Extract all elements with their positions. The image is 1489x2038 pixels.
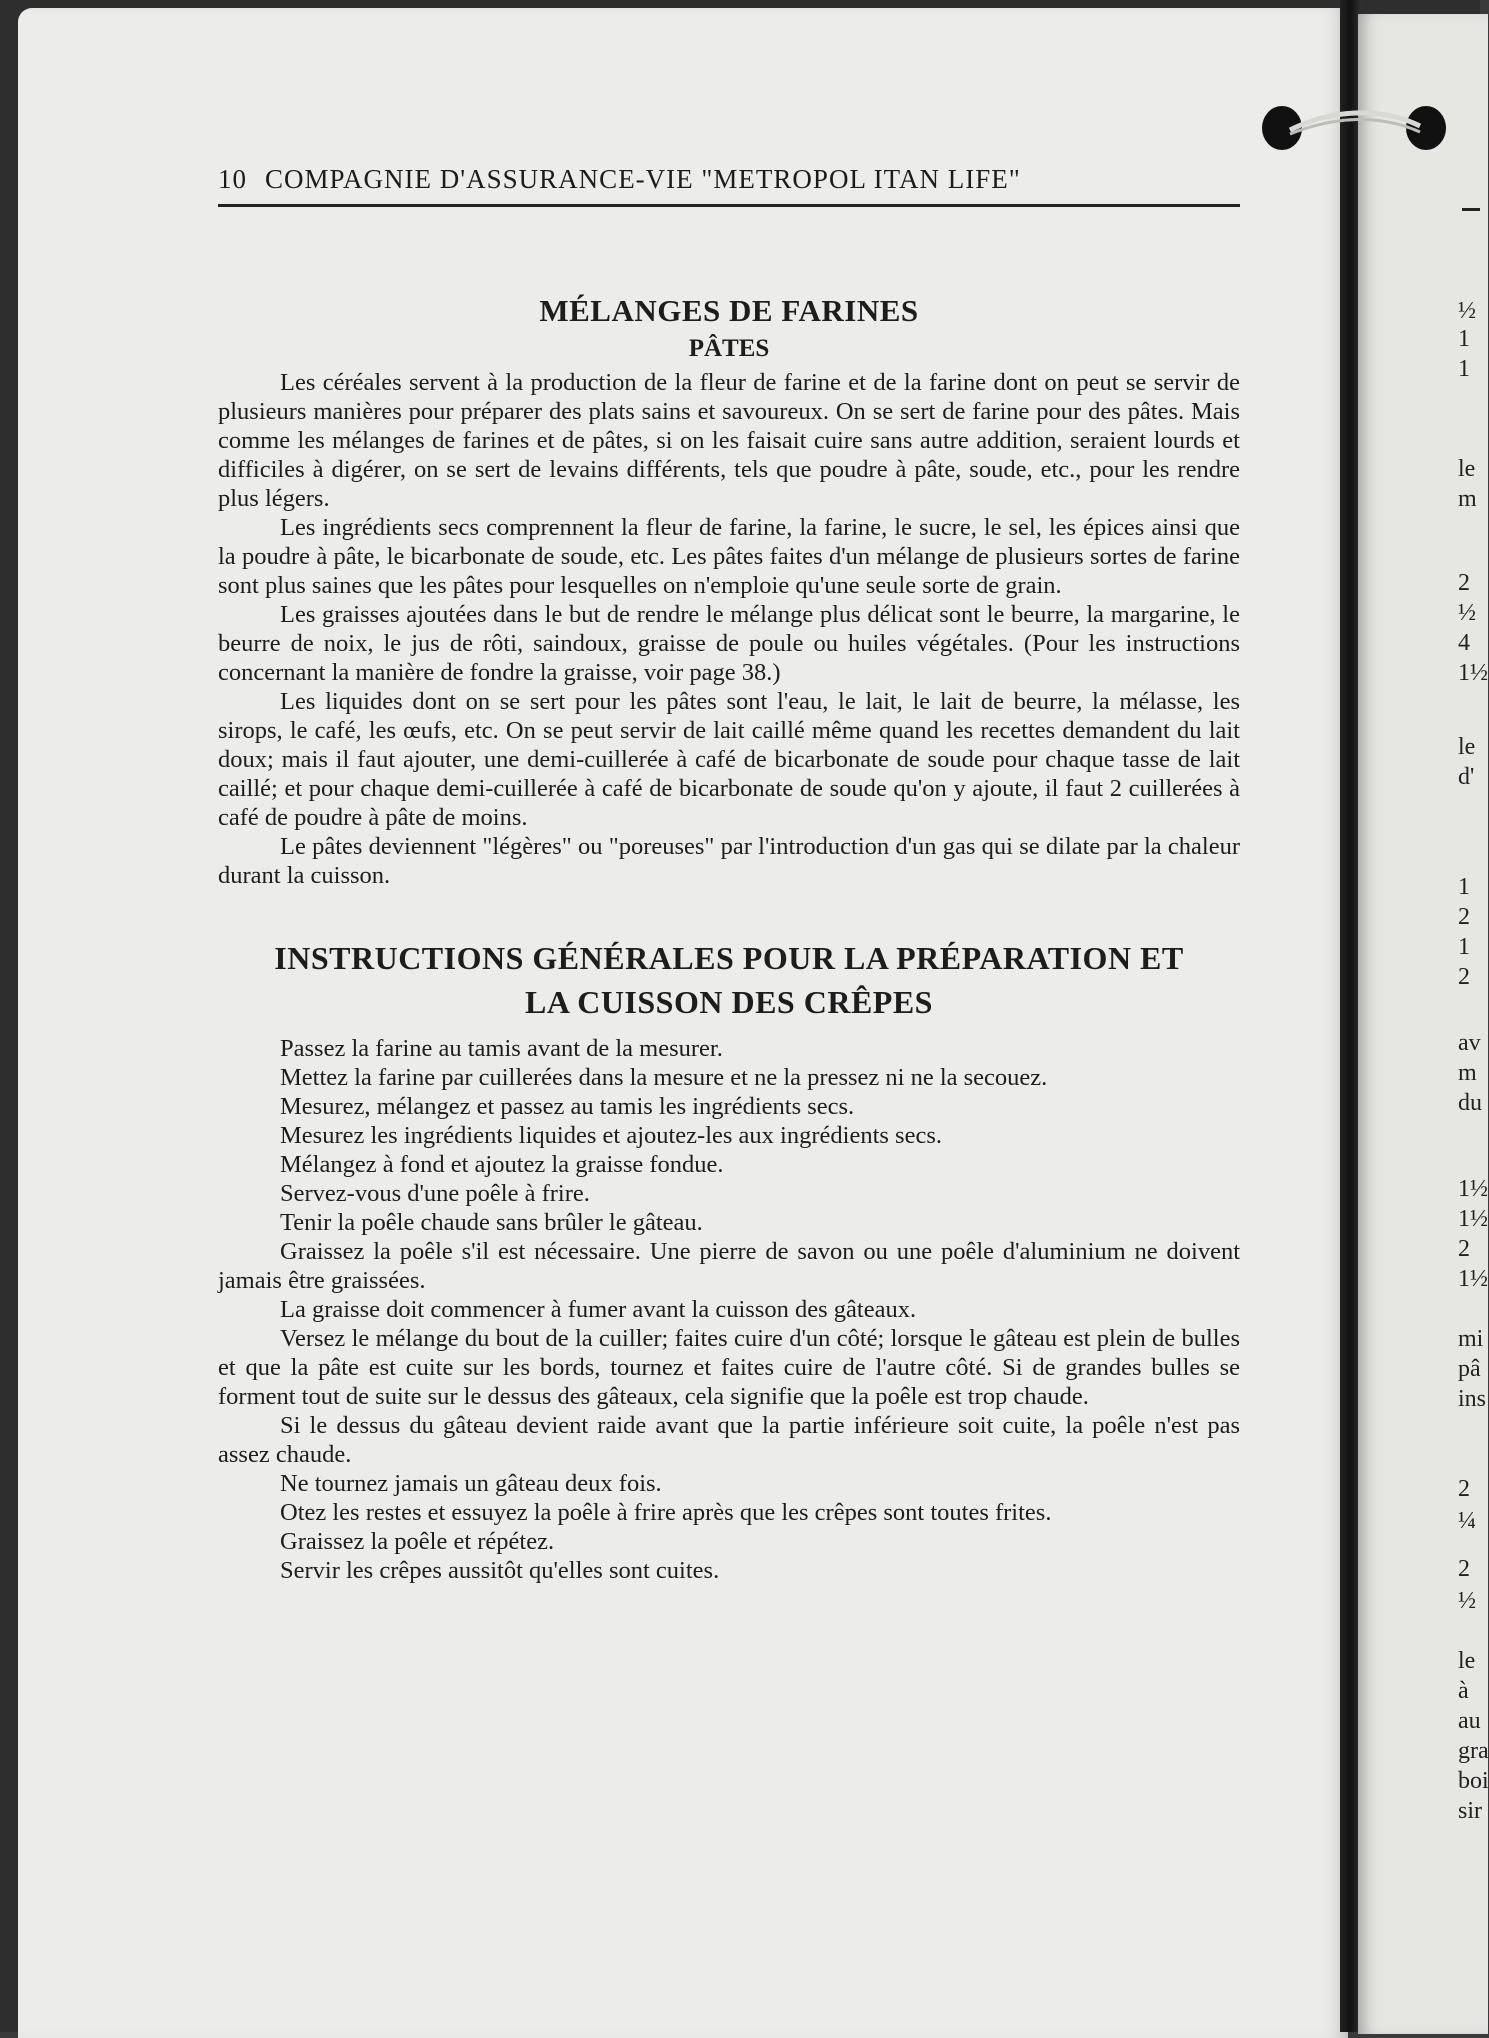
fragment: ¼ — [1458, 1508, 1476, 1534]
instruction-line: Graissez la poêle s'il est nécessaire. Une pierre de savon ou une poêle d'aluminium ne doivent jamais être graissées. — [218, 1238, 1240, 1294]
instruction-line: Mesurez, mélangez et passez au tamis les ingrédients secs. — [280, 1093, 855, 1120]
section-title-instructions — [218, 936, 1240, 1024]
fragment: 1 — [1458, 326, 1470, 352]
fragment: ins — [1458, 1386, 1487, 1412]
instruction-line: Graissez la poêle et répétez. — [280, 1528, 555, 1555]
running-header — [218, 164, 1240, 207]
fragment: au — [1458, 1708, 1481, 1734]
section-title-melanges: MÉLANGES DE FARINES — [539, 293, 919, 328]
paragraph: Les ingrédients secs comprennent la fleur de farine, la farine, le sucre, le sel, les épices ainsi que la poudre à pâte, le bicarbonate de soude, etc. Les pâtes faites d'un mélange de plusieurs sortes de farine sont plus saines que les pâtes pour lesquelles on n'emploie qu'une seule sorte de grain. — [218, 514, 1240, 599]
running-title: COMPAGNIE D'ASSURANCE-VIE "METROPOL ITAN LIFE" — [265, 164, 1021, 194]
page-body — [218, 292, 1240, 1585]
fragment: pâ — [1458, 1356, 1481, 1382]
instruction-line: Otez les restes et essuyez la poêle à frire après que les crêpes sont toutes frites. — [280, 1499, 1052, 1526]
instruction-line: Versez le mélange du bout de la cuiller; faites cuire d'un côté; lorsque le gâteau est plein de bulles et que la pâte est cuite sur les bords, tournez et faites cuire de l'autre côté. Si de grandes bulles se forment tout de suite sur le dessus des gâteaux, cela signifie que la poêle est trop chaude. — [218, 1325, 1240, 1410]
instruction-line: Passez la farine au tamis avant de la mesurer. — [280, 1035, 723, 1062]
fragment: 2 — [1458, 1556, 1470, 1582]
section-subtitle-pates: PÂTES — [688, 335, 770, 362]
fragment: le — [1458, 1648, 1476, 1674]
instruction-line: La graisse doit commencer à fumer avant la cuisson des gâteaux. — [280, 1296, 917, 1323]
instruction-line: Tenir la poêle chaude sans brûler le gâteau. — [280, 1209, 703, 1236]
fragment: m — [1458, 1060, 1477, 1086]
fragment: le — [1458, 456, 1476, 482]
fragment: 1½ — [1458, 1266, 1488, 1292]
paragraph: Les céréales servent à la production de la fleur de farine et de la farine dont on peut se servir de plusieurs manières pour préparer des plats sains et savoureux. On se sert de farine pour des pâtes. Mais comme les mélanges de farines et de pâtes, si on les faisait cuire sans autre addition, seraient lourds et difficiles à digérer, on se sert de levains différents, tels que poudre à pâte, soude, etc., pour les rendre plus légers. — [218, 369, 1240, 512]
fragment: sir — [1458, 1798, 1482, 1824]
fragment: d' — [1458, 764, 1475, 790]
fragment: 1 — [1458, 934, 1470, 960]
fragment: 1½ — [1458, 660, 1488, 686]
right-page-text-fragments — [1458, 0, 1488, 2032]
fragment: 1 — [1458, 874, 1470, 900]
instruction-line: Mélangez à fond et ajoutez la graisse fondue. — [280, 1151, 724, 1178]
fragment: à — [1458, 1678, 1469, 1704]
fragment: 2 — [1458, 1476, 1470, 1502]
fragment: 2 — [1458, 964, 1470, 990]
fragment: ½ — [1458, 298, 1476, 324]
instruction-line: Mettez la farine par cuillerées dans la mesure et ne la pressez ni ne la secouez. — [280, 1064, 1048, 1091]
binding-ring-icon — [1250, 100, 1450, 156]
fragment: boi — [1458, 1768, 1489, 1794]
fragment: 1½ — [1458, 1206, 1488, 1232]
fragment: le — [1458, 734, 1476, 760]
fragment: 1½ — [1458, 1176, 1488, 1202]
instruction-line: Ne tournez jamais un gâteau deux fois. — [280, 1470, 662, 1497]
fragment: av — [1458, 1030, 1481, 1056]
paragraph: Les graisses ajoutées dans le but de rendre le mélange plus délicat sont le beurre, la margarine, le beurre de noix, le jus de rôti, saindoux, graisse de poule ou huiles végétales. (Pour les instructions concernant la manière de fondre la graisse, voir page 38.) — [218, 601, 1240, 686]
fragment: 2 — [1458, 904, 1470, 930]
section-title-line-1: INSTRUCTIONS GÉNÉRALES POUR LA PRÉPARATION ET — [274, 940, 1184, 976]
instruction-line: Si le dessus du gâteau devient raide avant que la partie inférieure soit cuite, la poêle n'est pas assez chaude. — [218, 1412, 1240, 1468]
fragment: mi — [1458, 1326, 1484, 1352]
instruction-line: Servir les crêpes aussitôt qu'elles sont cuites. — [280, 1557, 720, 1584]
fragment: ½ — [1458, 600, 1476, 626]
fragment: ½ — [1458, 1588, 1476, 1614]
fragment: m — [1458, 486, 1477, 512]
fragment: 4 — [1458, 630, 1470, 656]
page-number: 10 — [218, 164, 247, 194]
fragment: gra — [1458, 1738, 1489, 1764]
fragment: 2 — [1458, 570, 1470, 596]
fragment: du — [1458, 1090, 1482, 1116]
fragment: 1 — [1458, 356, 1470, 382]
paragraph: Le pâtes deviennent "légères" ou "poreuses" par l'introduction d'un gas qui se dilate par la chaleur durant la cuisson. — [218, 833, 1240, 889]
fragment: 2 — [1458, 1236, 1470, 1262]
instruction-line: Mesurez les ingrédients liquides et ajoutez-les aux ingrédients secs. — [280, 1122, 942, 1149]
paragraph: Les liquides dont on se sert pour les pâtes sont l'eau, le lait, le lait de beurre, la mélasse, les sirops, le café, les œufs, etc. On se peut servir de lait caillé même quand les recettes demandent du lait doux; mais il faut ajouter, une demi-cuillerée à café de bicarbonate de soude pour chaque tasse de lait caillé; et pour chaque demi-cuillerée à café de bicarbonate de soude qu'on y ajoute, il faut 2 cuillerées à café de poudre à pâte de moins. — [218, 688, 1240, 831]
instruction-line: Servez-vous d'une poêle à frire. — [280, 1180, 590, 1207]
section-title-line-2: LA CUISSON DES CRÊPES — [525, 984, 933, 1020]
